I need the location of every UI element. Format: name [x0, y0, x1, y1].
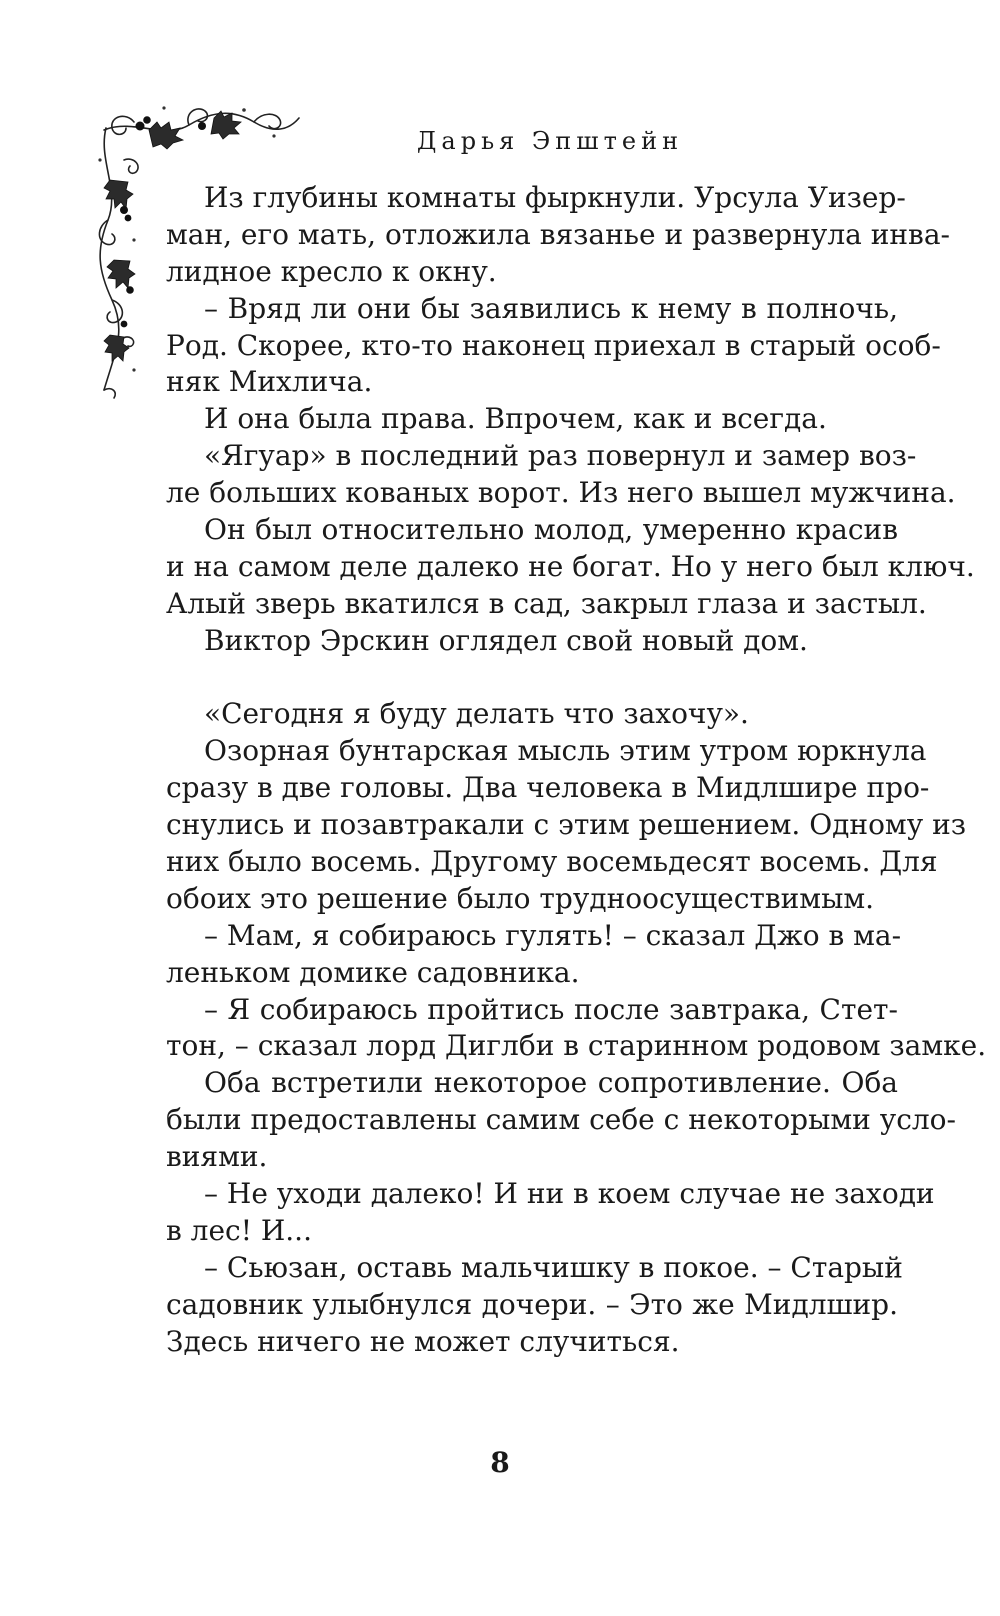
text-line: Виктор Эрскин оглядел свой новый дом. — [204, 623, 808, 657]
text-line: Он был относительно молод, умеренно красив — [204, 513, 898, 547]
text-line: леньком домике садовника. — [166, 955, 580, 989]
text-line: ле больших кованых ворот. Из него вышел мужчина. — [166, 476, 956, 510]
text-line: – Сьюзан, оставь мальчишку в покое. – Старый — [204, 1250, 903, 1284]
text-line: Здесь ничего не может случиться. — [166, 1324, 680, 1358]
text-line: «Сегодня я буду делать что захочу». — [204, 697, 749, 731]
text-line: ман, его мать, отложила вязанье и развернула инва- — [166, 217, 950, 251]
text-line: «Ягуар» в последний раз повернул и замер воз- — [204, 439, 917, 473]
text-line: Из глубины комнаты фыркнули. Урсула Уизер- — [204, 181, 906, 214]
text-line: лидное кресло к окну. — [166, 254, 497, 288]
text-line: садовник улыбнулся дочери. – Это же Мидлшир. — [166, 1287, 898, 1321]
page-number: 8 — [490, 1446, 510, 1479]
body-text — [166, 180, 987, 1361]
text-line: И она была права. Впрочем, как и всегда. — [204, 402, 827, 436]
text-line: – Не уходи далеко! И ни в коем случае не заходи — [204, 1177, 935, 1211]
text-line: снулись и позавтракали с этим решением. Одному из — [166, 808, 967, 842]
text-line: – Вряд ли они бы заявились к нему в полночь, — [204, 291, 898, 325]
text-line: и на самом деле далеко не богат. Но у него был ключ. — [166, 549, 975, 583]
text-line: няк Михлича. — [166, 365, 373, 399]
text-line: были предоставлены самим себе с некоторыми усло- — [166, 1103, 956, 1137]
text-line: Озорная бунтарская мысль этим утром юркнула — [204, 734, 927, 768]
text-line: – Мам, я собираюсь гулять! – сказал Джо в ма- — [204, 918, 902, 952]
running-head-author: Дарья Эпштейн — [416, 127, 684, 155]
text-line: в лес! И... — [166, 1213, 312, 1247]
text-line: обоих это решение было трудноосуществимым. — [166, 881, 875, 915]
text-line: сразу в две головы. Два человека в Мидлшире про- — [166, 771, 930, 805]
text-line: Род. Скорее, кто-то наконец приехал в старый особ- — [166, 328, 941, 362]
text-line: тон, – сказал лорд Диглби в старинном родовом замке. — [166, 1029, 987, 1063]
text-line: – Я собираюсь пройтись после завтрака, Стет- — [204, 992, 898, 1026]
text-line: Оба встретили некоторое сопротивление. Оба — [204, 1066, 898, 1100]
text-line: виями. — [166, 1140, 268, 1174]
text-line: них было восемь. Другому восемьдесят восемь. Для — [166, 845, 938, 879]
text-line: Алый зверь вкатился в сад, закрыл глаза и застыл. — [166, 586, 927, 620]
section-break — [166, 660, 898, 697]
